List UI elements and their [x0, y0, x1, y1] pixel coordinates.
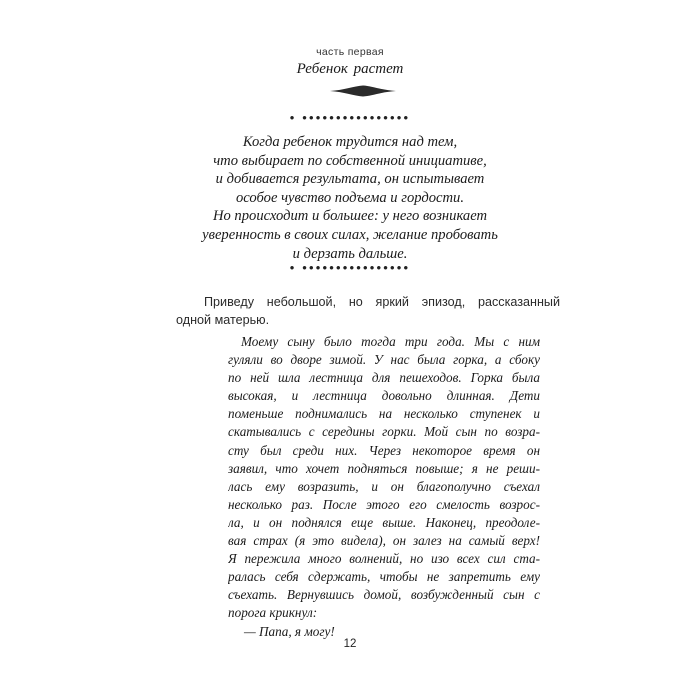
- story-line: лась ему возразить, и он благополучно съехал: [228, 478, 540, 494]
- separator-top: • ••••••••••••••••: [289, 110, 411, 125]
- story-line: съехать. Вернувшись домой, возбужденный сын с: [228, 587, 540, 603]
- story-line: Моему сыну было тогда три года. Мы с ним: [241, 334, 540, 349]
- epigraph-line: и добивается результата, он испытывает: [215, 171, 485, 188]
- story-line: несколько раз. После этого его смелость возрос-: [228, 496, 540, 512]
- chapter-title: Ребенок растет: [296, 61, 404, 77]
- epigraph: [150, 133, 550, 263]
- story-line: вая страх (я это видела), он залез на самый верх!: [228, 533, 540, 549]
- page-number: 12: [343, 638, 357, 650]
- epigraph-line: уверенность в своих силах, желание пробовать: [202, 226, 498, 243]
- story-line: скатывались с середины горки. Мой сын по возра-: [228, 424, 540, 440]
- ornament-icon: [330, 85, 396, 97]
- epigraph-line: и дерзать дальше.: [292, 245, 408, 262]
- intro-line: одной матерью.: [176, 313, 270, 327]
- epigraph-line: Когда ребенок трудится над тем,: [242, 134, 458, 150]
- story-line: поменьше поднимались на несколько ступенек и: [228, 406, 540, 422]
- story-line: ралась себя сдержать, чтобы не запретить ему: [228, 569, 540, 585]
- separator-bottom: • ••••••••••••••••: [289, 260, 411, 275]
- story-line: высокая, и лестница довольно длинная. Дети: [228, 388, 540, 404]
- story-line: гуляли во дворе зимой. У нас была горка, а сбоку: [228, 352, 540, 368]
- story-line: ла, и он поднялся еще выше. Наконец, преодоле-: [228, 514, 540, 530]
- story-line: сту был среди них. Через некоторое время он: [228, 442, 540, 458]
- epigraph-line: особое чувство подъема и гордости.: [236, 189, 464, 206]
- story-line: порога крикнул:: [228, 605, 318, 621]
- intro-paragraph: [176, 293, 560, 329]
- epigraph-line: что выбирает по собственной инициативе,: [213, 152, 487, 169]
- story-line: заявил, что хочет подняться повыше; я не реши-: [228, 460, 540, 476]
- intro-line: Приведу небольшой, но яркий эпизод, рассказанный: [204, 295, 560, 309]
- part-label: часть первая: [316, 46, 384, 58]
- story-line: Я пережила много волнений, но изо всех сил ста-: [228, 551, 540, 567]
- story-line: по ней шла лестница для пешеходов. Горка была: [228, 370, 540, 386]
- epigraph-line: Но происходит и большее: у него возникает: [212, 208, 488, 225]
- story-line: — Папа, я могу!: [244, 623, 335, 639]
- story-quote: [228, 333, 540, 641]
